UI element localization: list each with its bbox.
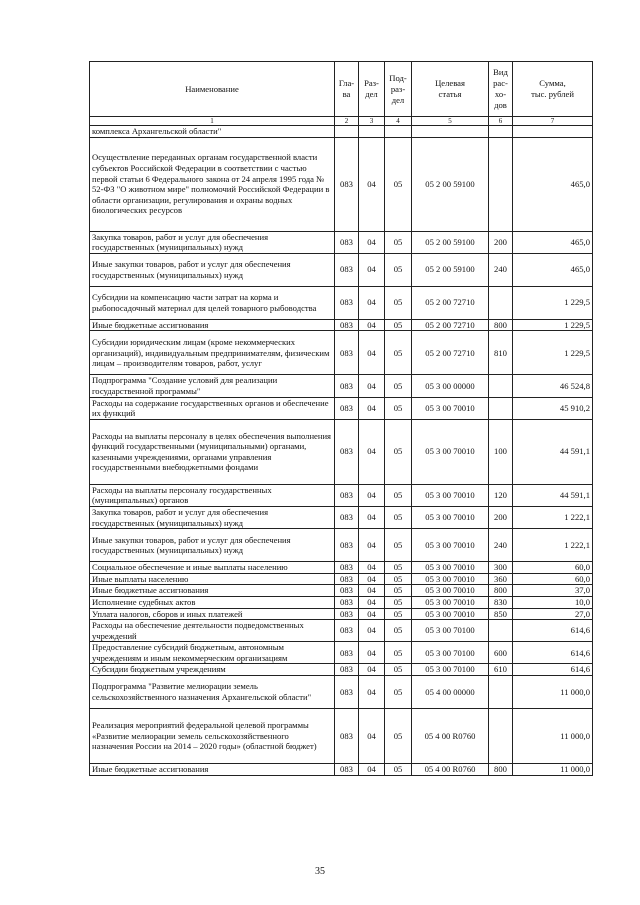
row-amount: 1 222,1: [513, 506, 593, 528]
row-chapter: 083: [335, 709, 359, 764]
row-subsection: 05: [385, 709, 412, 764]
row-subsection: 05: [385, 484, 412, 506]
table-row: [90, 231, 593, 253]
row-expense-type: 200: [489, 506, 513, 528]
table-row: [90, 375, 593, 397]
row-target: 05 3 00 70010: [412, 419, 489, 484]
row-section: 04: [359, 573, 385, 585]
row-chapter: 083: [335, 397, 359, 419]
row-name: Иные закупки товаров, работ и услуг для обеспечения государственных (муниципальных) нужд: [90, 253, 335, 286]
row-subsection: 05: [385, 231, 412, 253]
row-subsection: 05: [385, 642, 412, 664]
row-name: Закупка товаров, работ и услуг для обеспечения государственных (муниципальных) нужд: [90, 231, 335, 253]
row-subsection: 05: [385, 137, 412, 231]
row-target: 05 3 00 70010: [412, 562, 489, 574]
row-section: [359, 126, 385, 138]
table-row: [90, 676, 593, 709]
row-expense-type: [489, 137, 513, 231]
row-chapter: 083: [335, 620, 359, 642]
row-target: 05 3 00 70100: [412, 642, 489, 664]
row-name: Иные закупки товаров, работ и услуг для обеспечения государственных (муниципальных) нужд: [90, 529, 335, 562]
row-subsection: 05: [385, 286, 412, 319]
row-name: Расходы на выплаты персоналу в целях обеспечения выполнения функций государственными (муниципальными) органами, казенными учреждениями, органами управления государственными внебюджетными фондами: [90, 419, 335, 484]
row-name: комплекса Архангельской области": [90, 126, 335, 138]
row-expense-type: [489, 126, 513, 138]
row-target: 05 2 00 59100: [412, 253, 489, 286]
table-row: [90, 397, 593, 419]
header-target: Целевая статья: [412, 62, 489, 117]
row-section: 04: [359, 764, 385, 776]
row-chapter: 083: [335, 231, 359, 253]
row-expense-type: 800: [489, 319, 513, 331]
row-name: Субсидии юридическим лицам (кроме некоммерческих организаций), индивидуальным предпринимателям, физическим лицам – производителям товаров, работ, услуг: [90, 331, 335, 375]
row-section: 04: [359, 506, 385, 528]
row-target: 05 2 00 72710: [412, 286, 489, 319]
row-expense-type: [489, 709, 513, 764]
row-chapter: 083: [335, 506, 359, 528]
row-target: 05 3 00 70100: [412, 664, 489, 676]
row-target: 05 3 00 70010: [412, 529, 489, 562]
row-chapter: 083: [335, 484, 359, 506]
table-row: [90, 608, 593, 620]
row-target: 05 4 00 R0760: [412, 709, 489, 764]
column-number: 3: [359, 117, 385, 126]
budget-table: [89, 61, 593, 776]
row-subsection: 05: [385, 573, 412, 585]
row-expense-type: 120: [489, 484, 513, 506]
row-target: 05 3 00 70010: [412, 585, 489, 597]
row-name: Подпрограмма "Создание условий для реализации государственной программы": [90, 375, 335, 397]
row-expense-type: [489, 397, 513, 419]
row-expense-type: 240: [489, 253, 513, 286]
row-name: Расходы на содержание государственных органов и обеспечение их функций: [90, 397, 335, 419]
header-chapter: Гла- ва: [335, 62, 359, 117]
row-expense-type: [489, 620, 513, 642]
column-number: 5: [412, 117, 489, 126]
row-chapter: 083: [335, 319, 359, 331]
row-amount: 44 591,1: [513, 484, 593, 506]
row-chapter: 083: [335, 375, 359, 397]
row-chapter: 083: [335, 137, 359, 231]
table-row: [90, 126, 593, 138]
table-row: [90, 764, 593, 776]
row-amount: 1 229,5: [513, 331, 593, 375]
row-name: Расходы на обеспечение деятельности подведомственных учреждений: [90, 620, 335, 642]
row-subsection: 05: [385, 608, 412, 620]
row-section: 04: [359, 596, 385, 608]
table-row: [90, 484, 593, 506]
row-section: 04: [359, 642, 385, 664]
row-expense-type: 200: [489, 231, 513, 253]
row-section: 04: [359, 331, 385, 375]
row-subsection: 05: [385, 319, 412, 331]
header-name: Наименование: [90, 62, 335, 117]
row-expense-type: 360: [489, 573, 513, 585]
row-chapter: 083: [335, 608, 359, 620]
table-row: [90, 596, 593, 608]
row-subsection: 05: [385, 375, 412, 397]
row-chapter: 083: [335, 529, 359, 562]
row-amount: 465,0: [513, 137, 593, 231]
row-target: 05 2 00 59100: [412, 137, 489, 231]
table-row: [90, 506, 593, 528]
row-target: 05 3 00 70010: [412, 484, 489, 506]
row-amount: 1 222,1: [513, 529, 593, 562]
row-section: 04: [359, 375, 385, 397]
row-chapter: 083: [335, 419, 359, 484]
table-body: [90, 126, 593, 776]
row-section: 04: [359, 137, 385, 231]
row-subsection: 05: [385, 596, 412, 608]
row-subsection: 05: [385, 620, 412, 642]
row-section: 04: [359, 484, 385, 506]
row-target: 05 3 00 70010: [412, 596, 489, 608]
table-row: [90, 331, 593, 375]
row-section: 04: [359, 253, 385, 286]
row-expense-type: 100: [489, 419, 513, 484]
row-expense-type: 810: [489, 331, 513, 375]
row-section: 04: [359, 585, 385, 597]
row-target: 05 3 00 70100: [412, 620, 489, 642]
row-section: 04: [359, 620, 385, 642]
row-chapter: [335, 126, 359, 138]
row-section: 04: [359, 709, 385, 764]
table-row: [90, 709, 593, 764]
row-amount: 11 000,0: [513, 709, 593, 764]
row-amount: 37,0: [513, 585, 593, 597]
row-subsection: [385, 126, 412, 138]
row-amount: 44 591,1: [513, 419, 593, 484]
row-subsection: 05: [385, 676, 412, 709]
row-name: Субсидии на компенсацию части затрат на корма и рыбопосадочный материал для целей товарного рыбоводства: [90, 286, 335, 319]
row-name: Иные бюджетные ассигнования: [90, 585, 335, 597]
column-number-row: [90, 117, 593, 126]
table-row: [90, 585, 593, 597]
row-subsection: 05: [385, 664, 412, 676]
row-target: 05 3 00 70010: [412, 506, 489, 528]
row-amount: [513, 126, 593, 138]
table-row: [90, 620, 593, 642]
row-amount: 1 229,5: [513, 319, 593, 331]
table-row: [90, 529, 593, 562]
row-chapter: 083: [335, 562, 359, 574]
row-section: 04: [359, 676, 385, 709]
table-row: [90, 642, 593, 664]
row-section: 04: [359, 231, 385, 253]
row-expense-type: 850: [489, 608, 513, 620]
row-amount: 465,0: [513, 231, 593, 253]
row-expense-type: 300: [489, 562, 513, 574]
row-name: Иные бюджетные ассигнования: [90, 764, 335, 776]
page-number: 35: [315, 866, 325, 877]
row-target: 05 4 00 00000: [412, 676, 489, 709]
table-row: [90, 137, 593, 231]
table-row: [90, 253, 593, 286]
header-expense-type: Вид рас- хо- дов: [489, 62, 513, 117]
table-row: [90, 664, 593, 676]
row-subsection: 05: [385, 764, 412, 776]
row-chapter: 083: [335, 286, 359, 319]
column-number: 2: [335, 117, 359, 126]
row-section: 04: [359, 319, 385, 331]
row-amount: 46 524,8: [513, 375, 593, 397]
row-expense-type: [489, 286, 513, 319]
header-section: Раз- дел: [359, 62, 385, 117]
row-subsection: 05: [385, 331, 412, 375]
row-expense-type: [489, 375, 513, 397]
row-expense-type: 800: [489, 764, 513, 776]
row-amount: 11 000,0: [513, 764, 593, 776]
row-subsection: 05: [385, 562, 412, 574]
row-name: Уплата налогов, сборов и иных платежей: [90, 608, 335, 620]
row-chapter: 083: [335, 764, 359, 776]
table-row: [90, 286, 593, 319]
row-section: 04: [359, 397, 385, 419]
header-amount: Сумма, тыс. рублей: [513, 62, 593, 117]
row-amount: 60,0: [513, 573, 593, 585]
row-chapter: 083: [335, 664, 359, 676]
table-row: [90, 319, 593, 331]
row-name: Иные выплаты населению: [90, 573, 335, 585]
row-expense-type: [489, 676, 513, 709]
row-amount: 465,0: [513, 253, 593, 286]
row-chapter: 083: [335, 331, 359, 375]
row-amount: 614,6: [513, 642, 593, 664]
row-chapter: 083: [335, 642, 359, 664]
row-target: 05 2 00 59100: [412, 231, 489, 253]
row-name: Закупка товаров, работ и услуг для обеспечения государственных (муниципальных) нужд: [90, 506, 335, 528]
row-subsection: 05: [385, 397, 412, 419]
row-name: Исполнение судебных актов: [90, 596, 335, 608]
row-expense-type: 610: [489, 664, 513, 676]
row-section: 04: [359, 529, 385, 562]
table-row: [90, 419, 593, 484]
row-amount: 11 000,0: [513, 676, 593, 709]
row-section: 04: [359, 286, 385, 319]
row-amount: 60,0: [513, 562, 593, 574]
row-expense-type: 800: [489, 585, 513, 597]
row-target: [412, 126, 489, 138]
row-target: 05 2 00 72710: [412, 319, 489, 331]
row-name: Субсидии бюджетным учреждениям: [90, 664, 335, 676]
row-expense-type: 600: [489, 642, 513, 664]
column-number: 4: [385, 117, 412, 126]
row-chapter: 083: [335, 585, 359, 597]
row-amount: 45 910,2: [513, 397, 593, 419]
row-name: Осуществление переданных органам государственной власти субъектов Российской Федерации в соответствии с частью первой статьи 6 Федерального закона от 24 апреля 1995 года № 52-ФЗ "О животном мире" полномочий Российской Федерации в области организации, регулирования и охраны водных биологических ресурсов: [90, 137, 335, 231]
row-amount: 27,0: [513, 608, 593, 620]
header-subsection: Под- раз- дел: [385, 62, 412, 117]
row-subsection: 05: [385, 253, 412, 286]
row-target: 05 3 00 00000: [412, 375, 489, 397]
row-subsection: 05: [385, 419, 412, 484]
row-name: Социальное обеспечение и иные выплаты населению: [90, 562, 335, 574]
row-name: Реализация мероприятий федеральной целевой программы «Развитие мелиорации земель сельскохозяйственного назначения России на 2014 – 2020 годы» (областной бюджет): [90, 709, 335, 764]
row-name: Подпрограмма "Развитие мелиорации земель сельскохозяйственного назначения Архангельской области": [90, 676, 335, 709]
row-chapter: 083: [335, 253, 359, 286]
row-chapter: 083: [335, 676, 359, 709]
row-name: Предоставление субсидий бюджетным, автономным учреждениям и иным некоммерческим организациям: [90, 642, 335, 664]
row-amount: 10,0: [513, 596, 593, 608]
row-target: 05 3 00 70010: [412, 397, 489, 419]
column-number: 7: [513, 117, 593, 126]
row-target: 05 3 00 70010: [412, 573, 489, 585]
row-subsection: 05: [385, 506, 412, 528]
row-chapter: 083: [335, 596, 359, 608]
row-section: 04: [359, 419, 385, 484]
row-subsection: 05: [385, 585, 412, 597]
row-amount: 1 229,5: [513, 286, 593, 319]
row-section: 04: [359, 562, 385, 574]
row-amount: 614,6: [513, 620, 593, 642]
row-section: 04: [359, 608, 385, 620]
row-expense-type: 830: [489, 596, 513, 608]
row-name: Расходы на выплаты персоналу государственных (муниципальных) органов: [90, 484, 335, 506]
table-row: [90, 562, 593, 574]
row-name: Иные бюджетные ассигнования: [90, 319, 335, 331]
row-chapter: 083: [335, 573, 359, 585]
row-subsection: 05: [385, 529, 412, 562]
column-number: 1: [90, 117, 335, 126]
column-number: 6: [489, 117, 513, 126]
row-target: 05 4 00 R0760: [412, 764, 489, 776]
row-expense-type: 240: [489, 529, 513, 562]
row-section: 04: [359, 664, 385, 676]
table-row: [90, 573, 593, 585]
row-target: 05 3 00 70010: [412, 608, 489, 620]
row-target: 05 2 00 72710: [412, 331, 489, 375]
header-row: [90, 62, 593, 117]
row-amount: 614,6: [513, 664, 593, 676]
